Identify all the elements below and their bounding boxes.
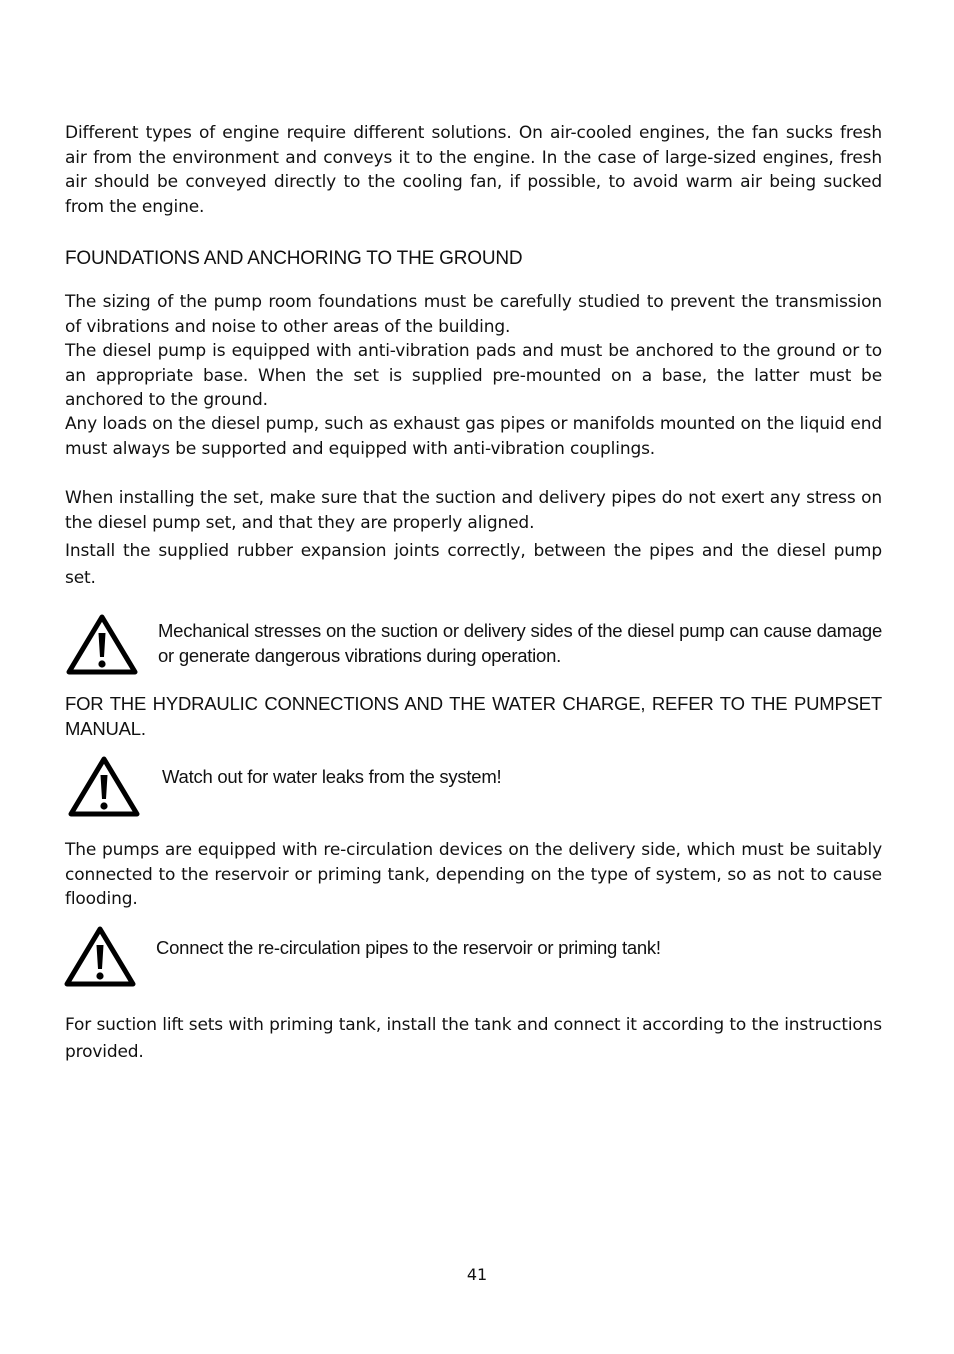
page-number: 41 xyxy=(466,1265,488,1284)
warning-text-water-leaks: Watch out for water leaks from the system! xyxy=(162,766,502,787)
warning-triangle-icon xyxy=(68,755,140,817)
section-heading-foundations: FOUNDATIONS AND ANCHORING TO THE GROUND xyxy=(65,248,523,269)
warning-text-mechanical-stresses: Mechanical stresses on the suction or delivery sides of the diesel pump can cause damage or generate dangerous vibrations during operation. xyxy=(158,620,882,666)
paragraph-foundations-sizing: The sizing of the pump room foundations must be carefully studied to prevent the transmission of vibrations and noise to other areas of the building. xyxy=(65,292,882,337)
paragraph-recirculation-devices: The pumps are equipped with re-circulation devices on the delivery side, which must be suitably connected to the reservoir or priming tank, depending on the type of system, so as not to cause flooding. xyxy=(65,840,882,910)
paragraph-loads-support: Any loads on the diesel pump, such as exhaust gas pipes or manifolds mounted on the liquid end must always be supported and equipped with anti-vibration couplings. xyxy=(65,414,882,459)
note-hydraulic-connections: FOR THE HYDRAULIC CONNECTIONS AND THE WATER CHARGE, REFER TO THE PUMPSET MANUAL. xyxy=(65,693,882,739)
paragraph-expansion-joints: Install the supplied rubber expansion joints correctly, between the pipes and the diesel pump set. xyxy=(65,541,882,588)
paragraph-priming-tank: For suction lift sets with priming tank, install the tank and connect it according to the instructions provided. xyxy=(65,1015,882,1062)
paragraph-anti-vibration-pads: The diesel pump is equipped with anti-vibration pads and must be anchored to the ground or to an appropriate base. When the set is supplied pre-mounted on a base, the latter must be anchored to the ground. xyxy=(65,341,882,411)
warning-triangle-icon xyxy=(64,925,136,987)
warning-text-recirculation-pipes: Connect the re-circulation pipes to the reservoir or priming tank! xyxy=(156,937,661,958)
warning-triangle-icon xyxy=(66,613,138,675)
paragraph-air-cooling: Different types of engine require different solutions. On air-cooled engines, the fan sucks fresh air from the environment and conveys it to the engine. In the case of large-sized engines, fresh air should be conveyed directly to the cooling fan, if possible, to avoid warm air being sucked from the engine. xyxy=(65,123,882,217)
paragraph-pipe-alignment: When installing the set, make sure that the suction and delivery pipes do not exert any stress on the diesel pump set, and that they are properly aligned. xyxy=(65,488,882,533)
